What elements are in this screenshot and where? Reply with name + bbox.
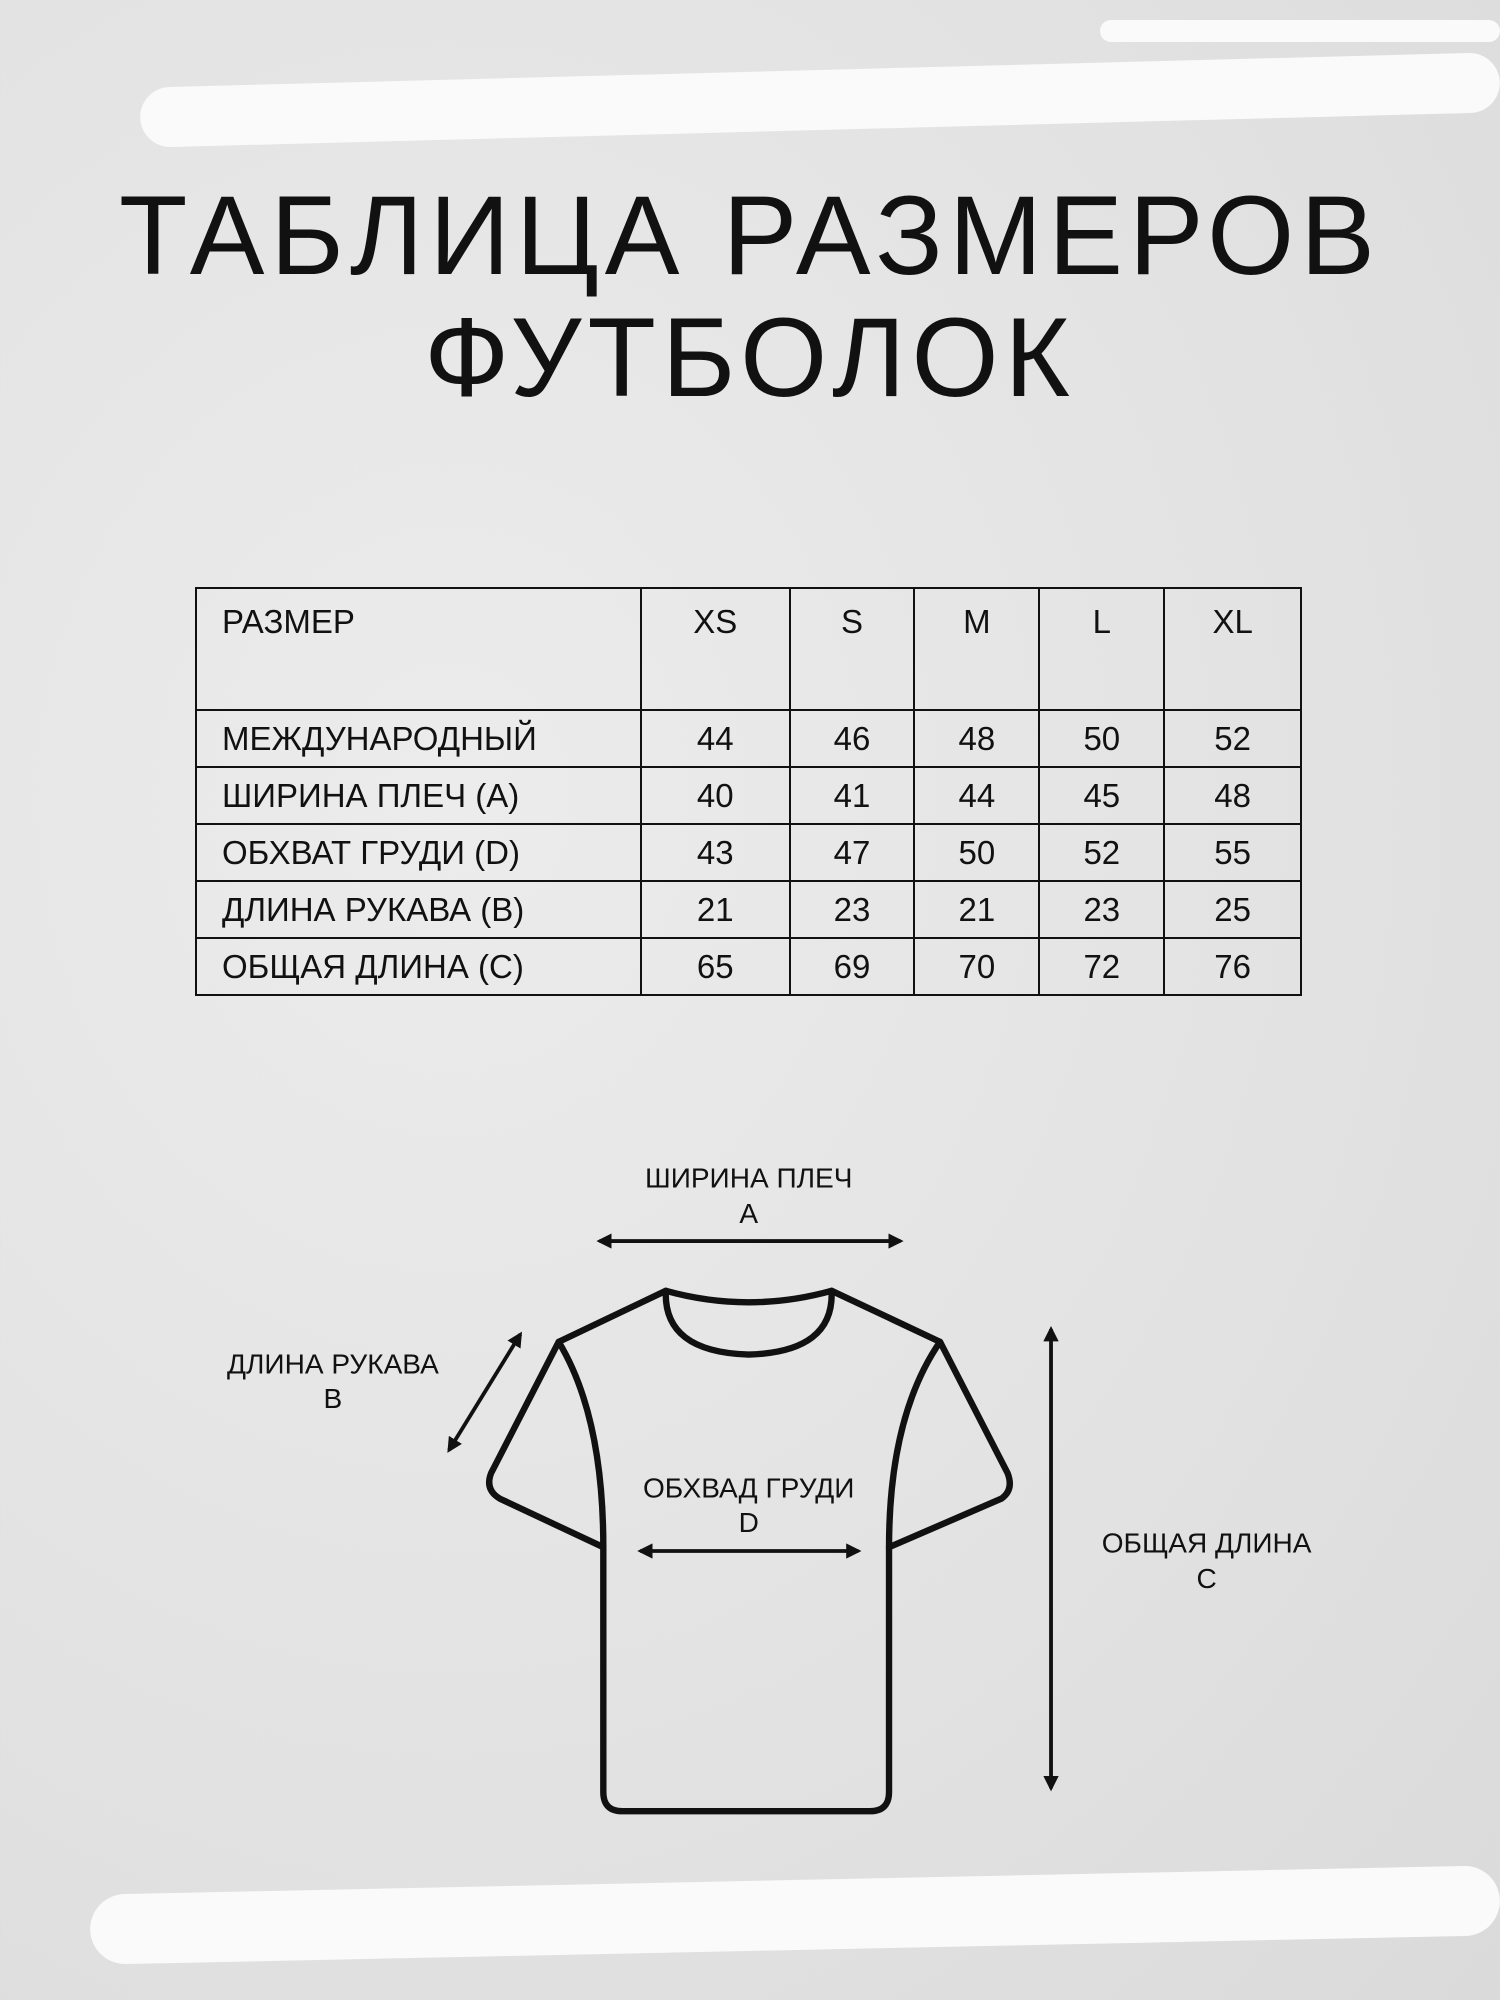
- table-cell: 21: [641, 881, 790, 938]
- table-cell: 25: [1164, 881, 1301, 938]
- chest-label: ОБХВАД ГРУДИ: [642, 1472, 855, 1504]
- table-cell: 65: [641, 938, 790, 995]
- table-cell: 23: [1039, 881, 1164, 938]
- header-cell: M: [914, 588, 1039, 710]
- row-label: ШИРИНА ПЛЕЧ (А): [196, 767, 641, 824]
- header-cell: XS: [641, 588, 790, 710]
- row-label: ОБХВАТ ГРУДИ (D): [196, 824, 641, 881]
- table-cell: 44: [641, 710, 790, 767]
- length-letter: C: [1196, 1563, 1217, 1595]
- table-cell: 50: [1039, 710, 1164, 767]
- shoulder-letter: A: [739, 1198, 759, 1230]
- table-cell: 52: [1164, 710, 1301, 767]
- table-cell: 46: [790, 710, 915, 767]
- table-cell: 43: [641, 824, 790, 881]
- table-cell: 47: [790, 824, 915, 881]
- header-cell: РАЗМЕР: [196, 588, 641, 710]
- row-label: ДЛИНА РУКАВА (B): [196, 881, 641, 938]
- row-label: МЕЖДУНАРОДНЫЙ: [196, 710, 641, 767]
- right-armhole: [889, 1342, 940, 1547]
- table-cell: 48: [914, 710, 1039, 767]
- table-cell: 45: [1039, 767, 1164, 824]
- table-cell: 52: [1039, 824, 1164, 881]
- table-cell: 76: [1164, 938, 1301, 995]
- page-title-line2: ФУТБОЛОК: [424, 295, 1076, 420]
- table-cell: 55: [1164, 824, 1301, 881]
- table-cell: 23: [790, 881, 915, 938]
- shoulder-label: ШИРИНА ПЛЕЧ: [644, 1162, 853, 1194]
- length-label: ОБЩАЯ ДЛИНА: [1101, 1527, 1312, 1559]
- header-cell: S: [790, 588, 915, 710]
- header-cell: XL: [1164, 588, 1301, 710]
- table-cell: 21: [914, 881, 1039, 938]
- table-cell: 41: [790, 767, 915, 824]
- table-cell: 50: [914, 824, 1039, 881]
- sleeve-label: ДЛИНА РУКАВА: [227, 1348, 439, 1380]
- page-title-line1: ТАБЛИЦА РАЗМЕРОВ: [119, 173, 1381, 298]
- table-cell: 69: [790, 938, 915, 995]
- sleeve-letter: B: [323, 1383, 343, 1415]
- table-cell: 44: [914, 767, 1039, 824]
- left-armhole: [559, 1342, 604, 1547]
- table-cell: 72: [1039, 938, 1164, 995]
- table-cell: 70: [914, 938, 1039, 995]
- header-cell: L: [1039, 588, 1164, 710]
- table-cell: 40: [641, 767, 790, 824]
- row-label: ОБЩАЯ ДЛИНА (C): [196, 938, 641, 995]
- table-cell: 48: [1164, 767, 1301, 824]
- chest-letter: D: [738, 1506, 759, 1538]
